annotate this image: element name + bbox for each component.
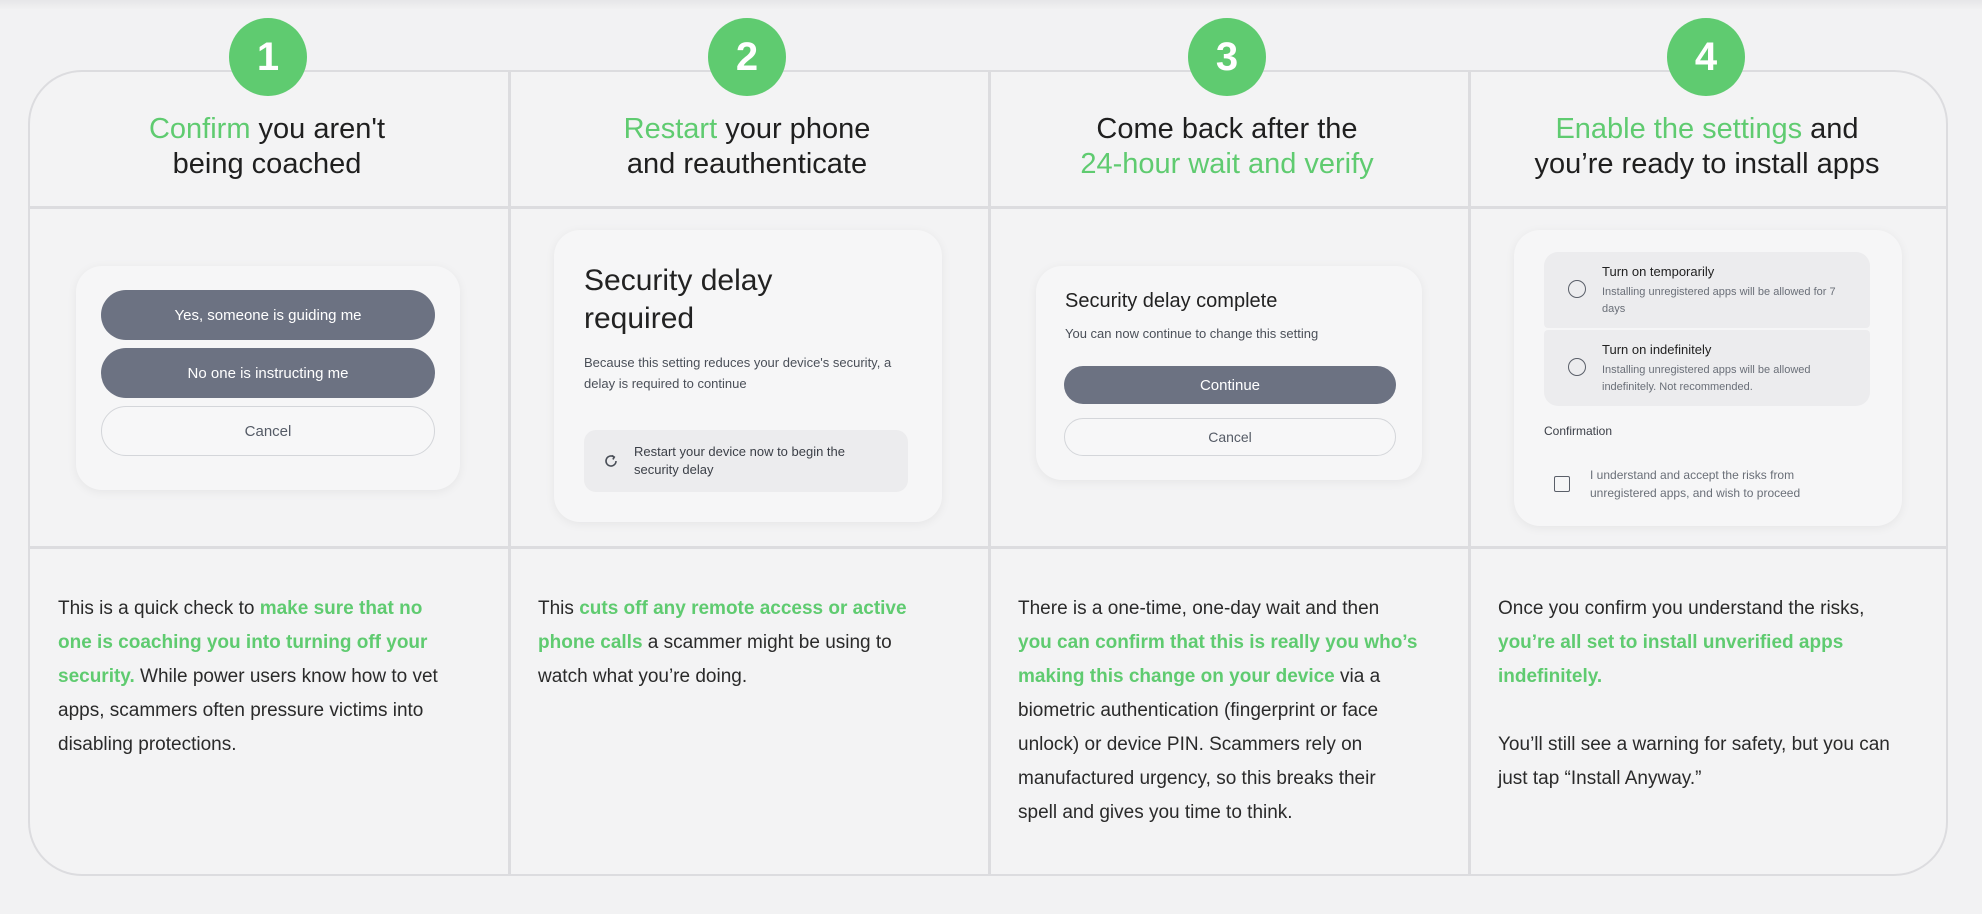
- heading-text: being coached: [172, 148, 362, 180]
- checkbox-label: I understand and accept the risks from unregistered apps, and wish to proceed: [1590, 468, 1801, 500]
- body-text: While power users know how to vet apps, scammers often pressure victims into disabling protections.: [58, 666, 438, 755]
- row-divider: [30, 546, 1948, 549]
- restart-device-item[interactable]: [584, 430, 908, 492]
- dialog-description: Because this setting reduces your device's security, a delay is required to continue: [584, 355, 892, 391]
- restart-icon: [602, 452, 620, 470]
- step-1-badge: 1: [229, 18, 307, 96]
- body-highlight: you can confirm that this is really you who’s making this change on your device: [1018, 632, 1418, 687]
- heading-highlight: Restart: [623, 113, 718, 145]
- option-description: Installing unregistered apps will be allowed for 7 days: [1602, 286, 1836, 315]
- radio-indefinitely[interactable]: [1568, 358, 1586, 376]
- coaching-check-dialog: [76, 266, 460, 490]
- body-highlight: cuts off any remote access or active phone calls: [538, 598, 907, 653]
- option-title: Turn on temporarily: [1602, 264, 1715, 279]
- heading-text: and reauthenticate: [626, 148, 868, 180]
- body-text: You’ll still see a warning for safety, but you can just tap “Install Anyway.”: [1498, 734, 1890, 789]
- option-temporarily[interactable]: [1544, 252, 1870, 328]
- option-description: Installing unregistered apps will be allowed indefinitely. Not recommended.: [1602, 364, 1811, 393]
- heading-text: your phone: [717, 113, 871, 145]
- heading-text: you aren't: [250, 113, 386, 145]
- dialog-title: Security delay required: [584, 264, 773, 335]
- step-2-badge: 2: [708, 18, 786, 96]
- cancel-button[interactable]: Cancel: [101, 406, 435, 456]
- install-settings-dialog: [1514, 230, 1902, 526]
- step-2-description: [538, 592, 938, 728]
- heading-highlight: Confirm: [148, 113, 251, 145]
- row-divider: [30, 206, 1948, 209]
- accept-risks-checkbox[interactable]: [1554, 476, 1570, 492]
- security-delay-dialog: [554, 230, 942, 522]
- heading-highlight: Enable the settings: [1555, 113, 1803, 145]
- body-text: There is a one-time, one-day wait and then: [1018, 598, 1380, 619]
- body-text: This is a quick check to: [58, 598, 260, 619]
- no-one-instructing-button[interactable]: No one is instructing me: [101, 348, 435, 398]
- step-3-badge: 3: [1188, 18, 1266, 96]
- step-4-badge: 4: [1667, 18, 1745, 96]
- heading-highlight: 24-hour wait and verify: [1080, 148, 1374, 180]
- column-divider: [1468, 72, 1471, 876]
- heading-text: you’re ready to install apps: [1534, 148, 1880, 180]
- step-3-heading: [987, 112, 1467, 182]
- body-text: via a biometric authentication (fingerprint or face unlock) or device PIN. Scammers rely on manufactured urgency, so this breaks their spell and gives you time to think.: [1018, 666, 1381, 823]
- step-1-description: [58, 592, 458, 796]
- body-text: This: [538, 598, 580, 619]
- continue-button[interactable]: Continue: [1064, 366, 1396, 404]
- body-text: a scammer might be using to watch what you’re doing.: [538, 632, 892, 687]
- restart-item-label: Restart your device now to begin the security delay: [634, 444, 846, 477]
- step-2-heading: [507, 112, 987, 182]
- body-highlight: make sure that no one is coaching you into turning off your security.: [58, 598, 428, 687]
- option-title: Turn on indefinitely: [1602, 342, 1712, 357]
- heading-text: Come back after the: [1096, 113, 1358, 145]
- confirmation-label: Confirmation: [1544, 424, 1613, 438]
- body-text: Once you confirm you understand the risks,: [1498, 598, 1865, 619]
- dialog-description: You can now continue to change this setting: [1065, 326, 1319, 341]
- column-divider: [508, 72, 511, 876]
- body-highlight: you’re all set to install unverified apps indefinitely.: [1498, 632, 1844, 687]
- step-4-heading: [1467, 112, 1947, 182]
- top-fade: [0, 0, 1982, 10]
- heading-text: and: [1802, 113, 1859, 145]
- step-4-description: [1498, 592, 1898, 830]
- step-3-description: [1018, 592, 1418, 864]
- column-divider: [988, 72, 991, 876]
- step-1-heading: [27, 112, 507, 182]
- security-delay-complete-dialog: [1036, 266, 1422, 480]
- cancel-button[interactable]: Cancel: [1064, 418, 1396, 456]
- radio-temporarily[interactable]: [1568, 280, 1586, 298]
- dialog-title: Security delay complete: [1065, 290, 1278, 312]
- option-indefinitely[interactable]: [1544, 330, 1870, 406]
- yes-guided-button[interactable]: Yes, someone is guiding me: [101, 290, 435, 340]
